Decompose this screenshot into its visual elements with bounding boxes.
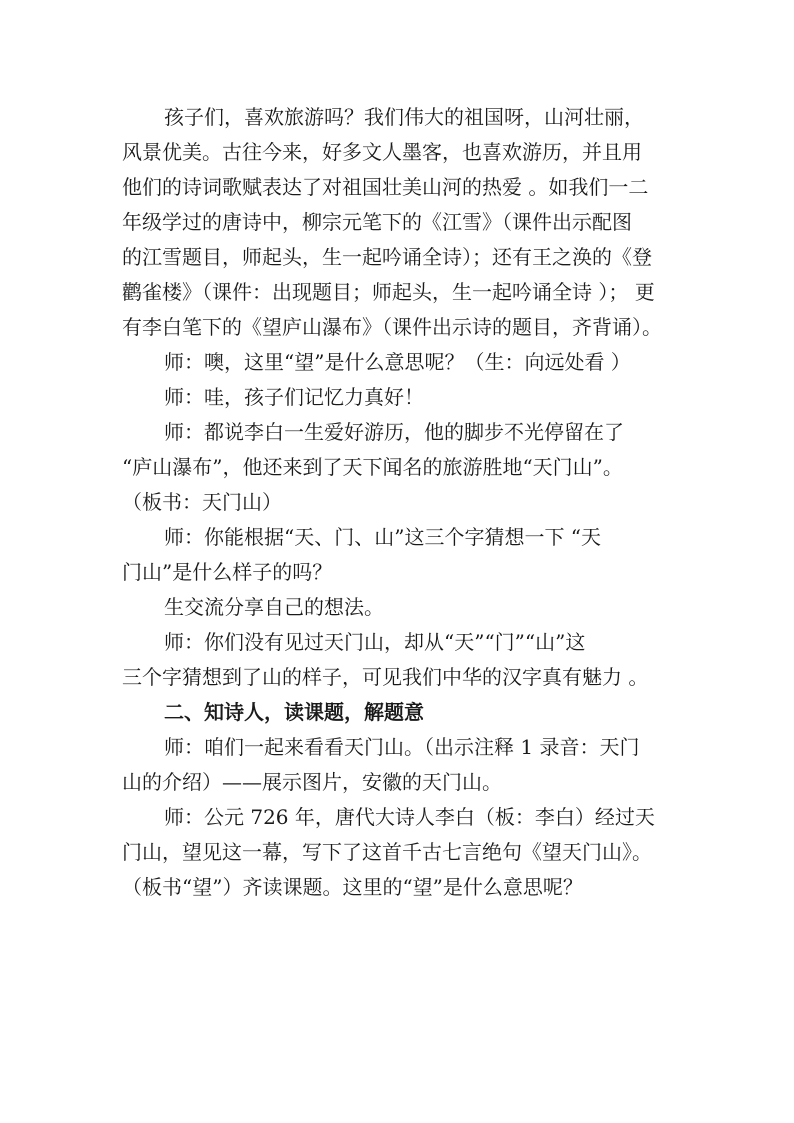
paragraph-line: （板书：天门山） (122, 490, 282, 514)
paragraph-line: 师：咱们一起来看看天门山。（出示注释 1 录音：天门 (164, 735, 640, 759)
paragraph-line: 鹳雀楼》（课件：出现题目；师起头，生一起吟诵全诗 ）； 更 (122, 280, 655, 304)
paragraph-line: 门山，望见这一幕，写下了这首千古七言绝句《望天门山》。 (122, 840, 652, 864)
paragraph-line: 他们的诗词歌赋表达了对祖国壮美山河的热爱 。如我们一二 (122, 175, 649, 199)
paragraph-line: 年级学过的唐诗中，柳宗元笔下的《江雪》（课件出示配图 (122, 210, 632, 234)
paragraph-line: 三个字猜想到了山的样子，可见我们中华的汉字真有魅力 。 (122, 665, 649, 689)
paragraph-line: “庐山瀑布”，他还来到了天下闻名的旅游胜地“天门山”。 (122, 455, 623, 479)
paragraph-line: 师：噢，这里“望”是什么意思呢？（生：向远处看 ） (164, 350, 631, 374)
paragraph-line: 师：都说李白一生爱好游历，他的脚步不光停留在了 (164, 420, 624, 444)
paragraph-line: 门山”是什么样子的吗？ (122, 560, 333, 584)
paragraph-line: （板书“望”）齐读课题。这里的“望”是什么意思呢？ (122, 875, 583, 899)
paragraph-line: 有李白笔下的《望庐山瀑布》（课件出示诗的题目，齐背诵）。 (122, 315, 662, 339)
paragraph-line: 师：哇，孩子们记忆力真好！ (164, 385, 424, 409)
paragraph-line: 师：公元 726 年，唐代大诗人李白（板：李白）经过天 (164, 805, 655, 829)
section-heading: 二、知诗人，读课题，解题意 (164, 700, 424, 724)
paragraph-line: 师：你能根据“天、门、山”这三个字猜想一下 “天 (164, 525, 602, 549)
document-page (122, 100, 682, 905)
paragraph-line: 风景优美。古往今来，好多文人墨客，也喜欢游历，并且用 (122, 140, 642, 164)
paragraph-line: 生交流分享自己的想法。 (164, 595, 384, 619)
paragraph-line: 孩子们，喜欢旅游吗？我们伟大的祖国呀，山河壮丽， (164, 105, 644, 129)
paragraph-line: 山的介绍）——展示图片，安徽的天门山。 (122, 770, 502, 794)
paragraph-line: 师：你们没有见过天门山，却从“天”“门”“山”这 (164, 630, 586, 654)
paragraph-line: 的江雪题目，师起头，生一起吟诵全诗）；还有王之涣的《登 (122, 245, 652, 269)
